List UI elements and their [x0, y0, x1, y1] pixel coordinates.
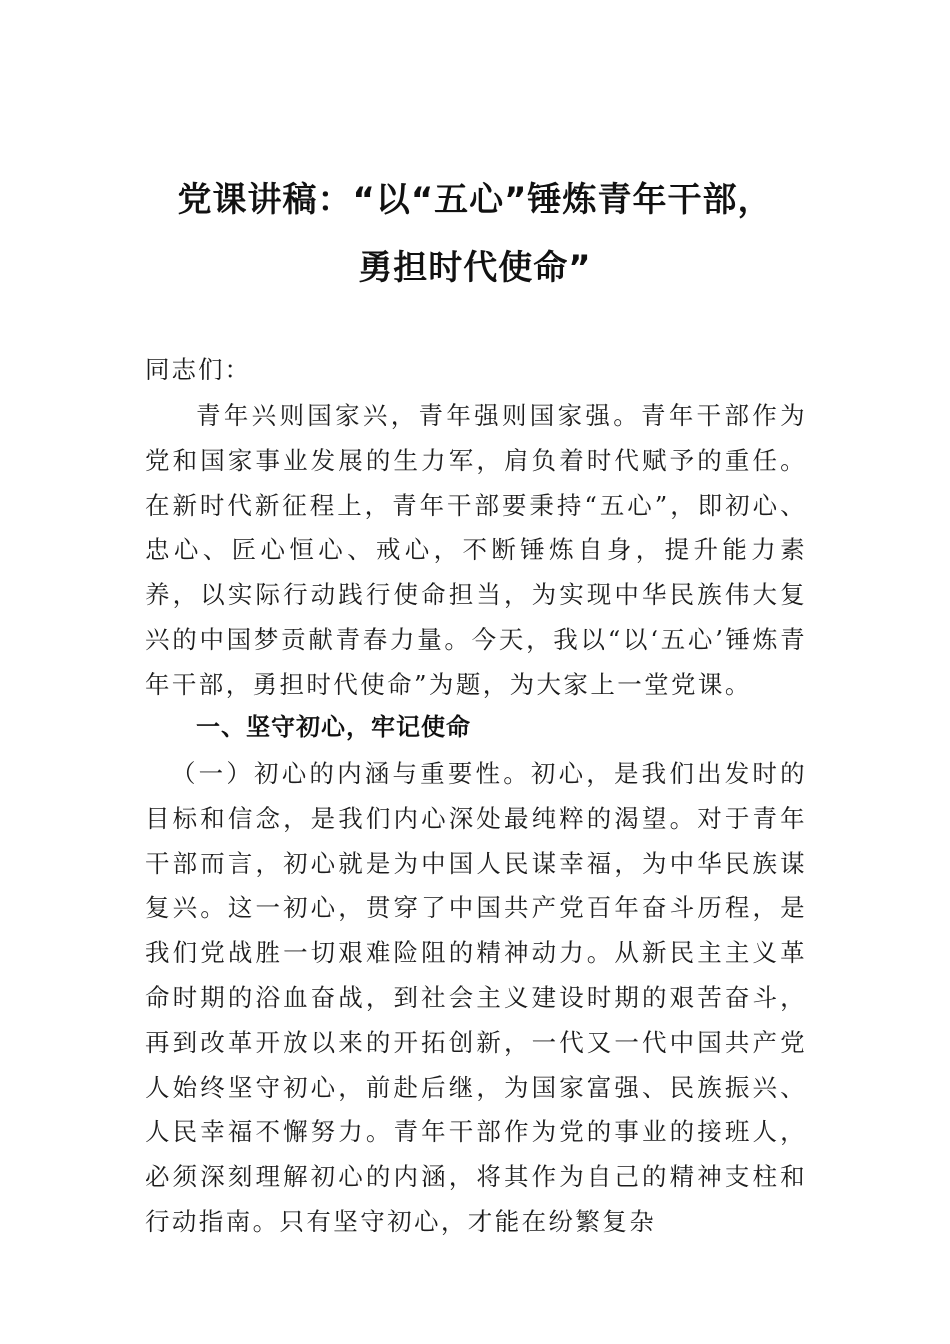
section-heading-1: 一、坚守初心，牢记使命: [196, 713, 471, 741]
greeting: 同志们：: [145, 355, 251, 384]
document-title-line-1: 党课讲稿：“以“五心”锤炼青年干部，: [177, 180, 773, 220]
document-title-line-2: 勇担时代使命”: [358, 248, 592, 288]
intro-paragraph: 青年兴则国家兴，青年强则国家强。青年干部作为党和国家事业发展的生力军，肩负着时代赋予的重任。在新时代新征程上，青年干部要秉持“五心”，即初心、忠心、匠心恒心、戒心，不断锤炼自身，提升能力素养，以实际行动践行使命担当，为实现中华民族伟大复兴的中国梦贡献青春力量。今天，我以“以‘五心’锤炼青年干部，勇担时代使命”为题，为大家上一堂党课。: [145, 401, 807, 699]
section-1-paragraph: （一）初心的内涵与重要性。初心，是我们出发时的目标和信念，是我们内心深处最纯粹的渴望。对于青年干部而言，初心就是为中国人民谋幸福，为中华民族谋复兴。这一初心，贯穿了中国共产党百年奋斗历程，是我们党战胜一切艰难险阻的精神动力。从新民主主义革命时期的浴血奋战，到社会主义建设时期的艰苦奋斗，再到改革开放以来的开拓创新，一代又一代中国共产党人始终坚守初心，前赴后继，为国家富强、民族振兴、人民幸福不懈努力。青年干部作为党的事业的接班人，必须深刻理解初心的内涵，将其作为自己的精神支柱和行动指南。只有坚守初心，才能在纷繁复杂: [145, 759, 807, 1236]
